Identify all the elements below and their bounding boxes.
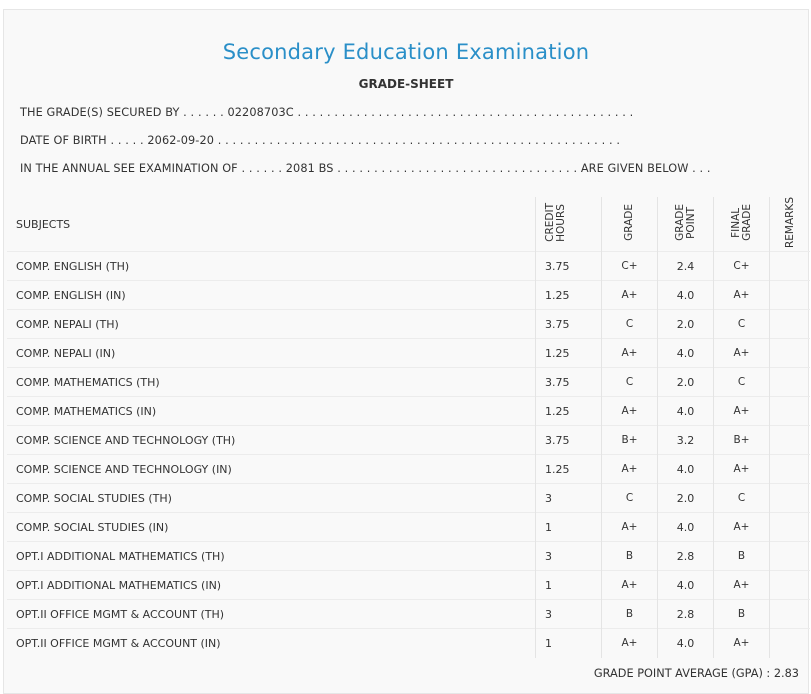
credit-cell: 3 bbox=[536, 600, 602, 629]
header-remarks: REMARKS bbox=[770, 197, 811, 252]
grade-point-cell: 3.2 bbox=[658, 426, 714, 455]
grade-cell: A+ bbox=[602, 397, 658, 426]
grades-table bbox=[7, 197, 810, 658]
grade-cell: A+ bbox=[602, 629, 658, 658]
subject-cell: COMP. MATHEMATICS (IN) bbox=[7, 397, 536, 426]
table-row bbox=[7, 426, 810, 455]
grade-point-cell: 2.0 bbox=[658, 310, 714, 339]
remarks-cell bbox=[770, 571, 811, 600]
final-grade-cell: C+ bbox=[714, 252, 770, 281]
grade-point-cell: 4.0 bbox=[658, 281, 714, 310]
grade-cell: B bbox=[602, 542, 658, 571]
remarks-cell bbox=[770, 542, 811, 571]
credit-cell: 3 bbox=[536, 542, 602, 571]
table-row bbox=[7, 571, 810, 600]
final-grade-cell: A+ bbox=[714, 339, 770, 368]
grade-sheet bbox=[3, 9, 809, 694]
credit-cell: 3 bbox=[536, 484, 602, 513]
credit-cell: 1.25 bbox=[536, 397, 602, 426]
table-row bbox=[7, 455, 810, 484]
subject-cell: OPT.II OFFICE MGMT & ACCOUNT (IN) bbox=[7, 629, 536, 658]
grade-point-cell: 2.4 bbox=[658, 252, 714, 281]
credit-cell: 3.75 bbox=[536, 252, 602, 281]
final-grade-cell: B+ bbox=[714, 426, 770, 455]
grade-point-cell: 2.8 bbox=[658, 600, 714, 629]
grade-point-cell: 2.0 bbox=[658, 368, 714, 397]
grade-cell: C bbox=[602, 484, 658, 513]
table-row bbox=[7, 252, 810, 281]
grade-point-cell: 2.8 bbox=[658, 542, 714, 571]
grade-cell: B+ bbox=[602, 426, 658, 455]
grade-cell: C+ bbox=[602, 252, 658, 281]
final-grade-cell: A+ bbox=[714, 455, 770, 484]
credit-cell: 3.75 bbox=[536, 310, 602, 339]
table-header-row bbox=[7, 197, 810, 252]
grade-point-cell: 4.0 bbox=[658, 397, 714, 426]
grade-point-cell: 4.0 bbox=[658, 455, 714, 484]
grade-cell: C bbox=[602, 310, 658, 339]
exam-title: Secondary Education Examination bbox=[222, 40, 590, 64]
grade-cell: C bbox=[602, 368, 658, 397]
remarks-cell bbox=[770, 600, 811, 629]
remarks-cell bbox=[770, 455, 811, 484]
table-row bbox=[7, 513, 810, 542]
info-secured-by: THE GRADE(S) SECURED BY . . . . . . 02208703C . . . . . . . . . . . . . . . . . . . . . . . . . . . . . . . . . . . . . . . . . . . . . . bbox=[20, 106, 634, 119]
final-grade-cell: A+ bbox=[714, 571, 770, 600]
table-row bbox=[7, 281, 810, 310]
final-grade-cell: C bbox=[714, 368, 770, 397]
table-row bbox=[7, 310, 810, 339]
credit-cell: 1.25 bbox=[536, 339, 602, 368]
remarks-cell bbox=[770, 397, 811, 426]
gpa-summary: GRADE POINT AVERAGE (GPA) : 2.83 bbox=[593, 667, 799, 680]
grade-sheet-heading: GRADE-SHEET bbox=[358, 77, 454, 91]
subject-cell: COMP. SOCIAL STUDIES (IN) bbox=[7, 513, 536, 542]
info-date-of-birth: DATE OF BIRTH . . . . . 2062-09-20 . . . . . . . . . . . . . . . . . . . . . . . . . . . . . . . . . . . . . . . . . . . . . . . . . . . . . . . bbox=[20, 134, 621, 147]
subject-cell: COMP. SCIENCE AND TECHNOLOGY (IN) bbox=[7, 455, 536, 484]
credit-cell: 1.25 bbox=[536, 281, 602, 310]
subject-cell: COMP. NEPALI (IN) bbox=[7, 339, 536, 368]
remarks-cell bbox=[770, 368, 811, 397]
grade-cell: A+ bbox=[602, 571, 658, 600]
header-grade: GRADE bbox=[602, 197, 658, 252]
credit-cell: 1 bbox=[536, 513, 602, 542]
subject-cell: OPT.II OFFICE MGMT & ACCOUNT (TH) bbox=[7, 600, 536, 629]
subject-cell: COMP. SCIENCE AND TECHNOLOGY (TH) bbox=[7, 426, 536, 455]
remarks-cell bbox=[770, 426, 811, 455]
subject-cell: COMP. ENGLISH (IN) bbox=[7, 281, 536, 310]
remarks-cell bbox=[770, 281, 811, 310]
grade-point-cell: 4.0 bbox=[658, 571, 714, 600]
header-final-grade: FINAL GRADE bbox=[714, 197, 770, 252]
table-row bbox=[7, 484, 810, 513]
header-credit-hours: CREDIT HOURS bbox=[536, 197, 602, 252]
grade-point-cell: 4.0 bbox=[658, 629, 714, 658]
table-row bbox=[7, 397, 810, 426]
subject-cell: COMP. NEPALI (TH) bbox=[7, 310, 536, 339]
subject-cell: OPT.I ADDITIONAL MATHEMATICS (IN) bbox=[7, 571, 536, 600]
remarks-cell bbox=[770, 629, 811, 658]
final-grade-cell: A+ bbox=[714, 513, 770, 542]
remarks-cell bbox=[770, 252, 811, 281]
credit-cell: 3.75 bbox=[536, 426, 602, 455]
remarks-cell bbox=[770, 339, 811, 368]
final-grade-cell: A+ bbox=[714, 397, 770, 426]
grade-cell: B bbox=[602, 600, 658, 629]
credit-cell: 1.25 bbox=[536, 455, 602, 484]
info-exam-year: IN THE ANNUAL SEE EXAMINATION OF . . . . . . 2081 BS . . . . . . . . . . . . . . . . . . . . . . . . . . . . . . . . . ARE GIVEN BELOW . . . bbox=[20, 162, 711, 175]
credit-cell: 1 bbox=[536, 571, 602, 600]
final-grade-cell: B bbox=[714, 542, 770, 571]
final-grade-cell: C bbox=[714, 484, 770, 513]
final-grade-cell: B bbox=[714, 600, 770, 629]
remarks-cell bbox=[770, 484, 811, 513]
grade-point-cell: 2.0 bbox=[658, 484, 714, 513]
final-grade-cell: C bbox=[714, 310, 770, 339]
grade-cell: A+ bbox=[602, 455, 658, 484]
final-grade-cell: A+ bbox=[714, 629, 770, 658]
header-grade-point: GRADE POINT bbox=[658, 197, 714, 252]
remarks-cell bbox=[770, 513, 811, 542]
grade-cell: A+ bbox=[602, 513, 658, 542]
header-subjects: SUBJECTS bbox=[16, 217, 71, 231]
subject-cell: COMP. MATHEMATICS (TH) bbox=[7, 368, 536, 397]
table-row bbox=[7, 368, 810, 397]
table-row bbox=[7, 339, 810, 368]
final-grade-cell: A+ bbox=[714, 281, 770, 310]
table-row bbox=[7, 542, 810, 571]
grade-cell: A+ bbox=[602, 281, 658, 310]
subject-cell: COMP. ENGLISH (TH) bbox=[7, 252, 536, 281]
table-row bbox=[7, 600, 810, 629]
remarks-cell bbox=[770, 310, 811, 339]
grade-cell: A+ bbox=[602, 339, 658, 368]
table-row bbox=[7, 629, 810, 658]
subject-cell: COMP. SOCIAL STUDIES (TH) bbox=[7, 484, 536, 513]
credit-cell: 3.75 bbox=[536, 368, 602, 397]
grade-point-cell: 4.0 bbox=[658, 513, 714, 542]
subject-cell: OPT.I ADDITIONAL MATHEMATICS (TH) bbox=[7, 542, 536, 571]
credit-cell: 1 bbox=[536, 629, 602, 658]
grade-point-cell: 4.0 bbox=[658, 339, 714, 368]
